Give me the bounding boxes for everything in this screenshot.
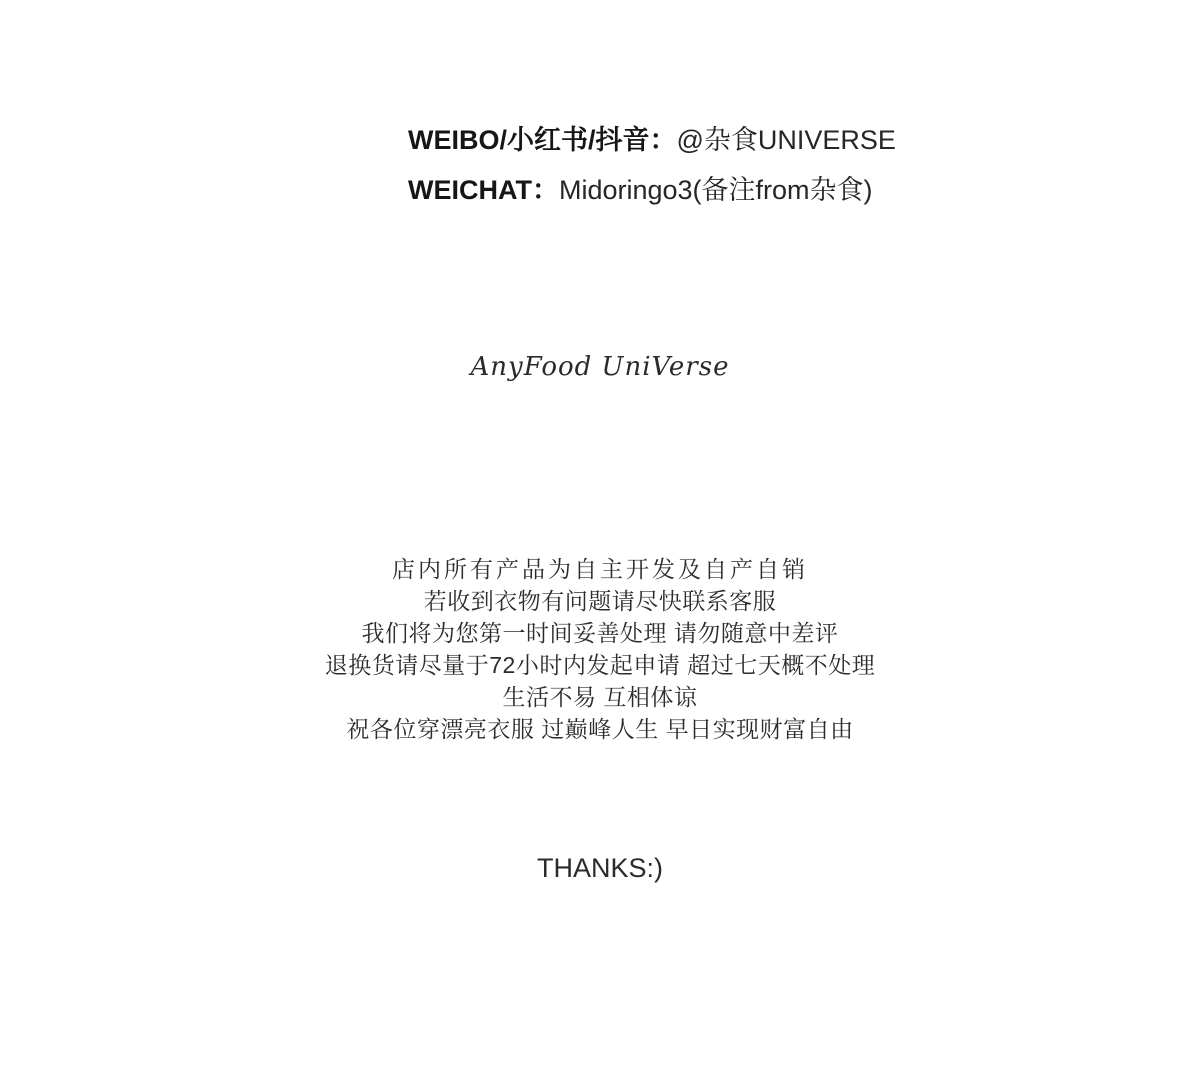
contact-line-wechat — [408, 176, 896, 204]
thanks-message: THANKS:) — [536, 853, 663, 883]
notice-line: 若收到衣物有问题请尽快联系客服 — [423, 588, 777, 614]
store-notice-block — [0, 553, 1200, 745]
notice-line: 我们将为您第一时间妥善处理 请勿随意中差评 — [361, 620, 839, 646]
notice-line: 退换货请尽量于72小时内发起申请 超过七天概不处理 — [324, 652, 876, 678]
brand-signature: AnyFood UniVerse — [470, 352, 730, 382]
contact-line-social — [408, 126, 896, 154]
notice-line: 祝各位穿漂亮衣服 过巅峰人生 早日实现财富自由 — [346, 716, 854, 742]
notice-line: 店内所有产品为自主开发及自产自销 — [392, 556, 808, 582]
social-platforms-label: WEIBO/小红书/抖音： — [408, 125, 677, 155]
social-handle: @杂食UNIVERSE — [676, 125, 896, 155]
notice-line: 生活不易 互相体谅 — [502, 684, 698, 710]
wechat-id: Midoringo3(备注from杂食) — [558, 175, 873, 205]
contact-block — [408, 126, 896, 204]
wechat-label: WEICHAT： — [408, 175, 559, 205]
